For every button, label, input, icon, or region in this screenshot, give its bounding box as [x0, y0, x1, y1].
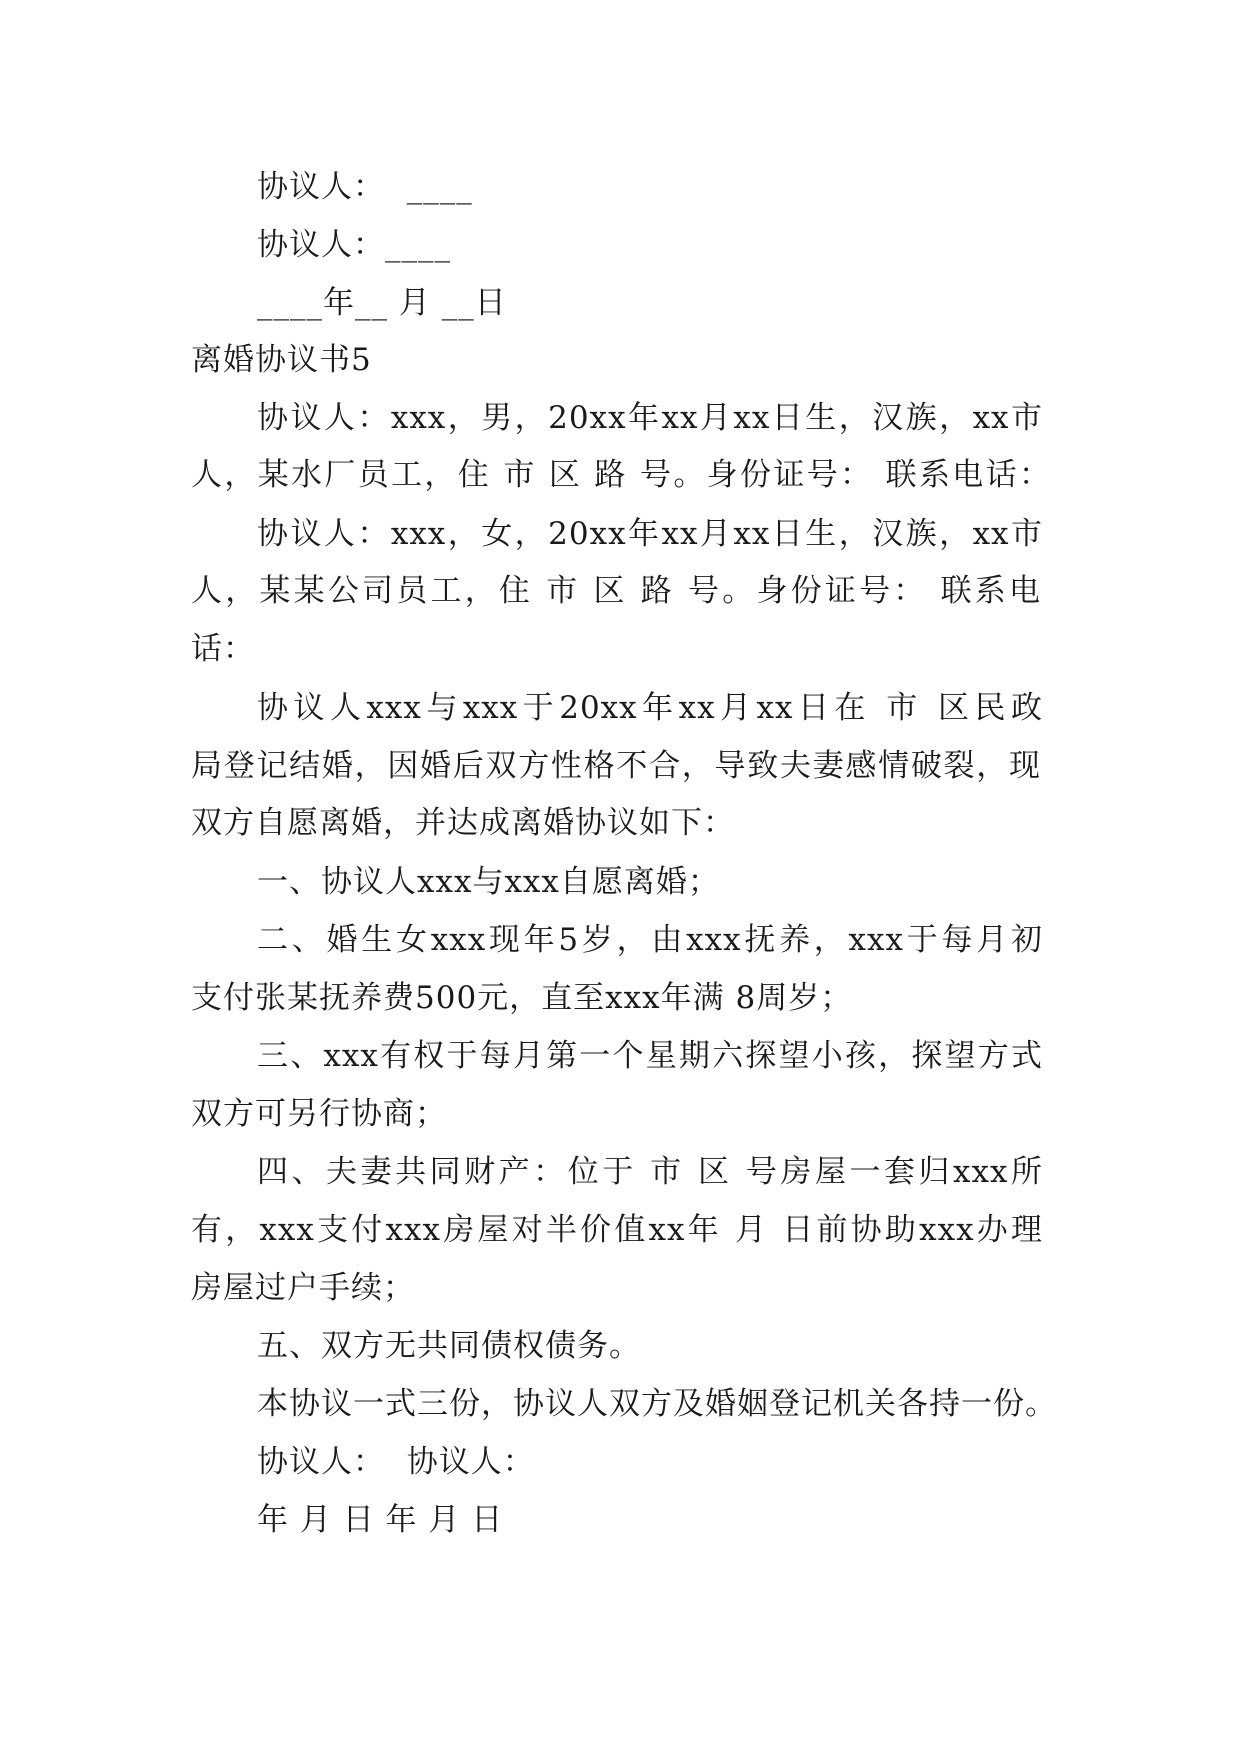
party-a-line-2: 人，某水厂员工，住 市 区 路 号。身份证号： 联系电话：: [191, 457, 1051, 493]
clause-4-line-3: 房屋过户手续；: [191, 1270, 415, 1306]
signature-date-line: ____年__ 月 __日: [257, 285, 507, 321]
clause-3-line-1: 三、xxx有权于每月第一个星期六探望小孩，探望方式: [257, 1038, 1043, 1074]
clause-4-line-2: 有，xxx支付xxx房屋对半价值xx年 月 日前协助xxx办理: [191, 1212, 1043, 1248]
party-a-line-1: 协议人：xxx，男，20xx年xx月xx日生，汉族，xx市: [257, 400, 1043, 436]
party-b-line-2: 人，某某公司员工，住 市 区 路 号。身份证号： 联系电: [191, 573, 1041, 609]
signature-line-party-1: 协议人： ____: [257, 169, 473, 205]
clause-3-line-2: 双方可另行协商；: [191, 1096, 447, 1132]
clause-2-line-2: 支付张某抚养费500元，直至xxx年满 8周岁；: [191, 980, 853, 1016]
clause-2-line-1: 二、婚生女xxx现年5岁，由xxx抚养，xxx于每月初: [257, 922, 1043, 958]
preamble-line-2: 局登记结婚，因婚后双方性格不合，导致夫妻感情破裂，现: [191, 748, 1041, 784]
preamble-line-3: 双方自愿离婚，并达成离婚协议如下：: [191, 805, 735, 841]
party-b-line-3: 话：: [191, 631, 255, 667]
party-b-line-1: 协议人：xxx，女，20xx年xx月xx日生，汉族，xx市: [257, 516, 1043, 552]
clause-5: 五、双方无共同债权债务。: [257, 1328, 641, 1364]
document-title: 离婚协议书5: [191, 342, 372, 378]
signature-dates-line: 年 月 日 年 月 日: [257, 1502, 504, 1538]
closing-statement: 本协议一式三份，协议人双方及婚姻登记机关各持一份。: [257, 1386, 1057, 1422]
preamble-line-1: 协议人xxx与xxx于20xx年xx月xx日在 市 区民政: [257, 690, 1043, 726]
clause-1: 一、协议人xxx与xxx自愿离婚；: [257, 864, 720, 900]
signature-parties-line: 协议人： 协议人：: [257, 1444, 535, 1480]
signature-line-party-2: 协议人：____: [257, 227, 451, 263]
clause-4-line-1: 四、夫妻共同财产：位于 市 区 号房屋一套归xxx所: [257, 1154, 1043, 1190]
